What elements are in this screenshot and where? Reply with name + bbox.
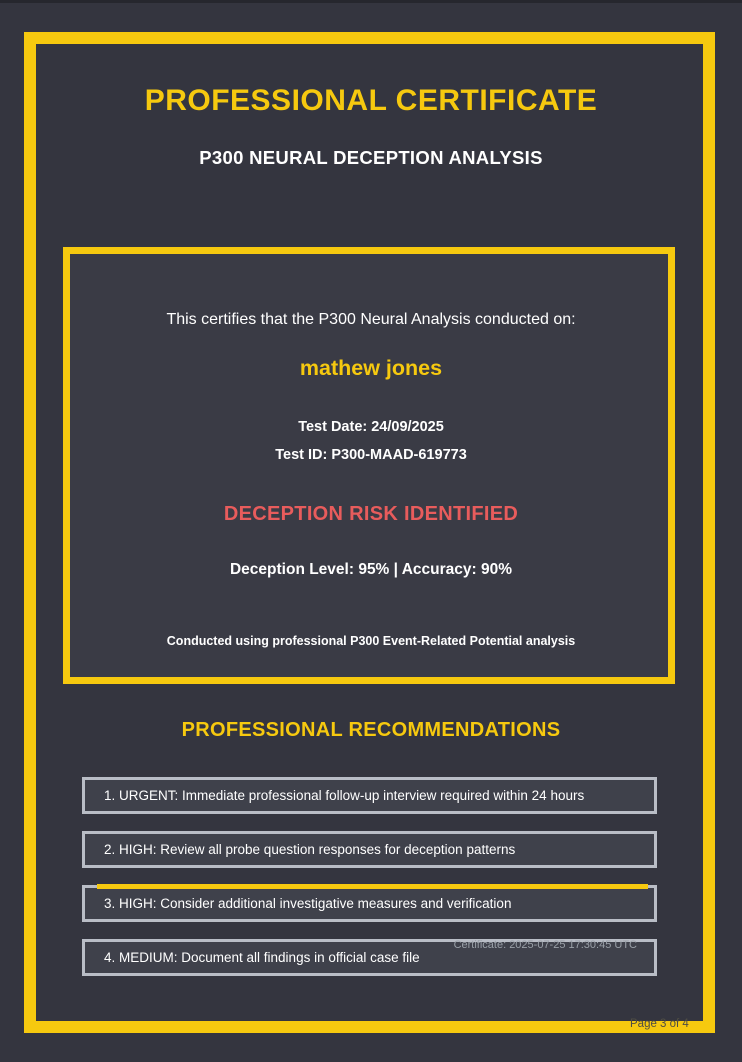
test-date: Test Date: 24/09/2025 xyxy=(298,419,444,435)
page-subtitle: P300 NEURAL DECEPTION ANALYSIS xyxy=(199,147,543,168)
deception-result-status: DECEPTION RISK IDENTIFIED xyxy=(223,503,519,525)
recommendation-item xyxy=(82,831,657,868)
recommendations-heading: PROFESSIONAL RECOMMENDATIONS xyxy=(181,719,561,741)
certify-intro-text: This certifies that the P300 Neural Analysis conducted on: xyxy=(166,311,576,328)
recommendation-item xyxy=(82,777,657,814)
method-note: Conducted using professional P300 Event-Related Potential analysis xyxy=(166,634,576,648)
recommendation-item-text: 2. HIGH: Review all probe question responses for deception patterns xyxy=(104,842,516,857)
window-top-edge xyxy=(0,0,742,3)
recommendation-item-text: 4. MEDIUM: Document all findings in official case file xyxy=(104,950,420,965)
recommendation-item-text: 1. URGENT: Immediate professional follow-up interview required within 24 hours xyxy=(104,788,585,803)
recommendation-item xyxy=(82,885,657,922)
page-title: PROFESSIONAL CERTIFICATE xyxy=(144,84,598,117)
certificate-timestamp: Certificate: 2025-07-25 17:30:45 UTC xyxy=(453,939,637,951)
yellow-divider-rule xyxy=(97,884,648,889)
test-id: Test ID: P300-MAAD-619773 xyxy=(275,447,467,463)
deception-metrics: Deception Level: 95% | Accuracy: 90% xyxy=(229,561,513,578)
page-indicator: Page 3 of 4 xyxy=(630,1018,689,1030)
recommendation-item-text: 3. HIGH: Consider additional investigative measures and verification xyxy=(104,896,512,911)
subject-name: mathew jones xyxy=(299,356,443,380)
